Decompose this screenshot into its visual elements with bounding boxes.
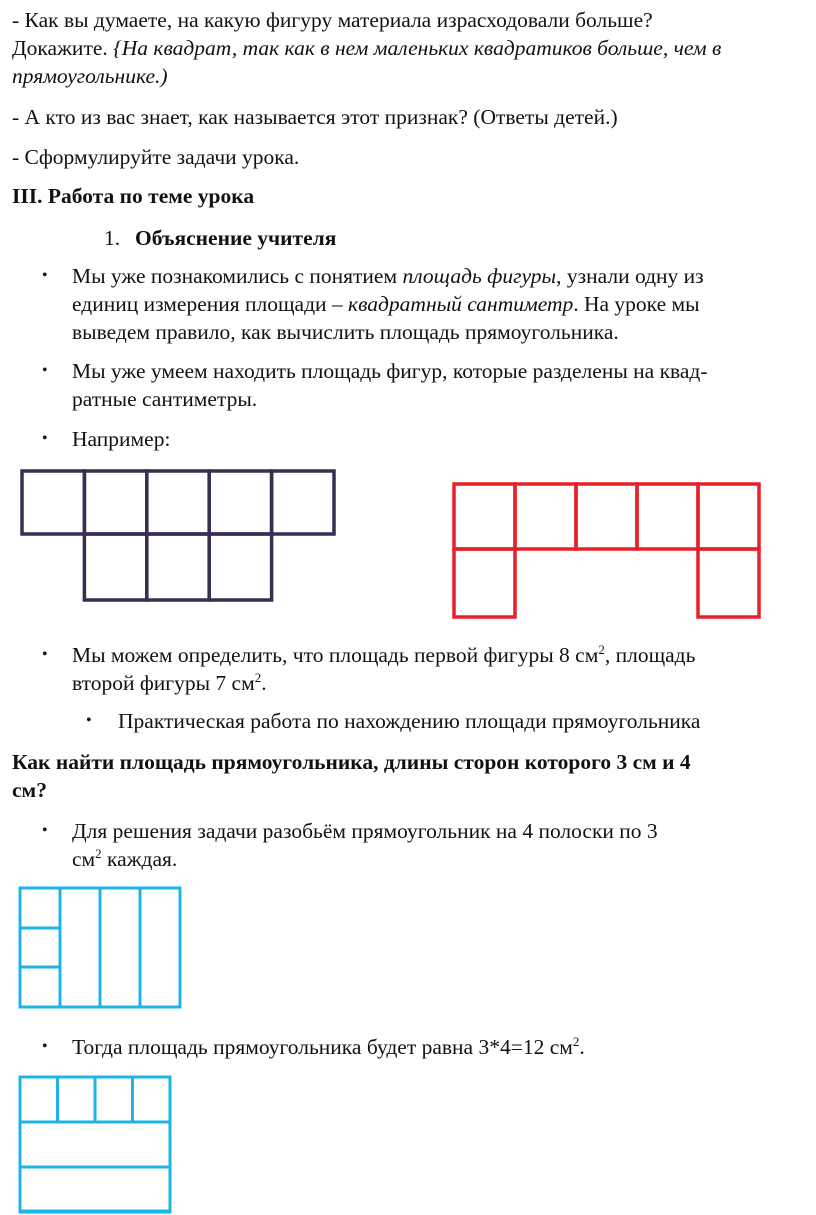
red-square [515,484,576,549]
red-square [698,484,759,549]
term-square-cm: квадратный сантиметр [348,292,574,316]
blue-cell [95,1077,133,1122]
bullet-1-marker: • [42,267,48,284]
question-1-prompt: Докажите. [12,36,114,60]
bullet-3-marker: • [42,430,48,447]
blue-cell [20,928,60,967]
text-span: , узнали одну из [556,264,704,288]
blue-cell [133,1077,171,1122]
text-span: единиц измерения площади – [72,292,349,316]
blue-cell [58,1077,96,1122]
bullet-2-line-1: Мы уже умеем находить площадь фигур, которые разделены на квад- [72,359,708,383]
task-question-line-2: см? [12,778,47,802]
blue-strip [20,1122,170,1167]
red-square [454,549,515,617]
text-span: . На уроке мы [573,292,700,316]
question-2: - А кто из вас знает, как называется этот признак? (Ответы детей.) [12,105,618,129]
text-span: см [72,847,96,871]
text-span: каждая. [101,847,178,871]
bullet-6-marker: • [42,822,48,839]
bullet-5-marker: • [86,712,92,729]
blue-strip [20,888,60,1007]
red-square [454,484,515,549]
question-1-answer-cont: прямоугольнике.) [12,64,168,88]
red-square [637,484,698,549]
bullet-3-text: Например: [72,427,171,451]
blue-strip [20,1167,170,1212]
text-span: Тогда площадь прямоугольника будет равна 3*4=12 см [72,1035,573,1059]
term-area: площадь фигуры [402,264,557,288]
dark-square [22,471,84,534]
superscript: 2 [95,846,102,861]
bullet-6-line-2 [72,845,177,873]
red-square [576,484,637,549]
bullet-2-marker: • [42,362,48,379]
bullet-7-marker: • [42,1038,48,1055]
blue-strip [140,888,180,1007]
bullet-6-line-1: Для решения задачи разобьём прямоугольник на 4 полоски по 3 [72,819,658,843]
bullet-7-text [72,1033,585,1061]
superscript: 2 [598,642,605,657]
section-heading: III. Работа по теме урока [12,184,255,208]
task-question-line-1: Как найти площадь прямоугольника, длины сторон которого 3 см и 4 [12,750,691,774]
dark-square [147,534,209,600]
dark-square [84,534,146,600]
blue-cell [20,1077,58,1122]
bullet-4-line-2 [72,669,267,697]
superscript: 2 [572,1034,580,1049]
dark-square [209,534,271,600]
bullet-1-line-3: выведем правило, как вычислить площадь прямоугольника. [72,320,619,344]
bullet-4-marker: • [42,646,48,663]
dark-square [272,471,334,534]
question-1-answer: {На квадрат, так как в нем маленьких квадратиков больше, чем в [113,36,722,60]
blue-strip [60,888,100,1007]
question-3: - Сформулируйте задачи урока. [12,145,300,169]
blue-strip [100,888,140,1007]
bullet-5-text: Практическая работа по нахождению площади прямоугольника [118,709,701,733]
dark-square [84,471,146,534]
bullet-2-line-2: ратные сантиметры. [72,387,258,411]
text-span: второй фигуры 7 см [72,671,255,695]
question-1-line-1: - Как вы думаете, на какую фигуру материала израсходовали больше? [12,8,653,32]
text-span: , площадь [604,643,696,667]
red-square [698,549,759,617]
text-span: Мы уже познакомились с понятием [72,264,403,288]
dark-square [209,471,271,534]
dark-square [147,471,209,534]
text-span: Мы можем определить, что площадь первой фигуры 8 см [72,643,599,667]
text-span: . [261,671,267,695]
subheading-number: 1. [104,226,121,250]
bullet-4-line-1 [72,641,695,669]
subheading-text: Объяснение учителя [135,226,337,250]
text-span: . [579,1035,585,1059]
superscript: 2 [254,670,262,685]
